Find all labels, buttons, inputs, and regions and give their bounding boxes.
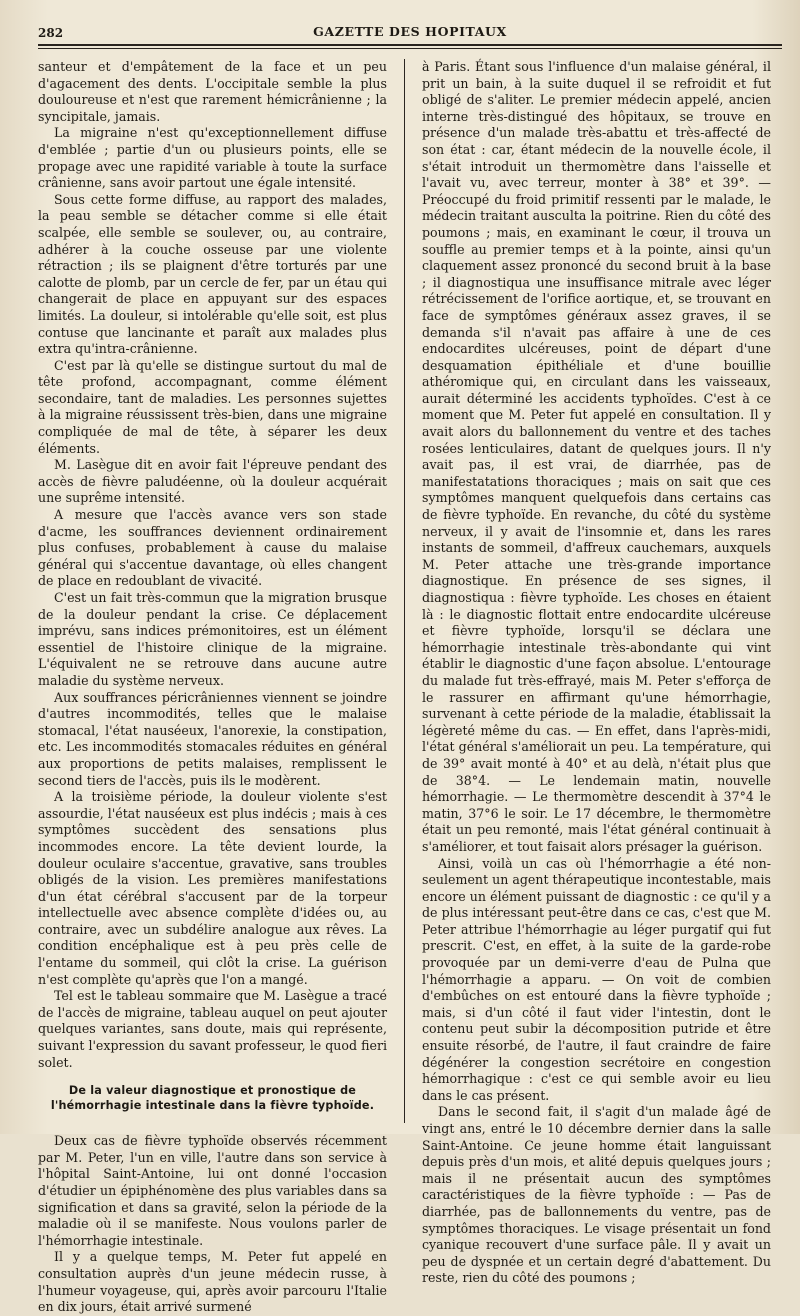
paragraph: Dans le second fait, il s'agit d'un malade âgé de vingt ans, entré le 10 décembre dernier dans la salle Saint-Antoine. Ce jeune homme était languissant depuis près d'un mois, et alité depuis quelques jours ; mais il ne présentait aucun des symptômes caractéristiques de la fièvre typhoïde : — Pas de diarrhée, pas de ballonnements du ventre, pas de symptômes thoraciques. Le visage présentait un fond cyanique recouvert d'une surface pâle. Il y avait un peu de dyspnée et un certain degré d'abattement. Du reste, rien du côté des poumons ; <box>422 1104 771 1286</box>
running-head: GAZETTE DES HOPITAUX <box>313 24 507 39</box>
paragraph: Deux cas de fièvre typhoïde observés récemment par M. Peter, l'un en ville, l'autre dans son service à l'hôpital Saint-Antoine, lui ont donné l'occasion d'étudier un épiphénomène des plus variables dans sa signification et dans sa gravité, selon la période de la maladie où il se manifeste. Nous voulons parler de l'hémorrhagie intestinale. <box>38 1133 387 1248</box>
paragraph: Sous cette forme diffuse, au rapport des malades, la peau semble se détacher comme si elle était scalpée, elle semble se soulever, ou, au contraire, adhérer à la couche osseuse par une violente rétraction ; ils se plaignent d'être torturés par une calotte de plomb, par un cercle de fer, par un étau qui changerait de place en appuyant sur des espaces limités. La douleur, si intolérable qu'elle soit, est plus contuse que lancinante et paraît aux malades plus extra qu'intra-crânienne. <box>38 191 387 357</box>
header-rule <box>38 44 782 46</box>
column-divider <box>404 59 405 1123</box>
paragraph: A la troisième période, la douleur violente s'est assourdie, l'état nauséeux est plus indécis ; mais à ces symptômes succèdent des sensations plus incommodes encore. La tête devient lourde, la douleur oculaire s'accentue, gravative, sans troubles obligés de la vision. Les premières manifestations d'un état cérébral s'accusent par de la torpeur intellectuelle avec absence complète d'idées ou, au contraire, avec un subdélire analogue aux rêves. La condition encéphalique est à peu près celle de l'entame du sommeil, qui clôt la crise. La guérison n'est complète qu'après que l'on a mangé. <box>38 789 387 987</box>
header-rule-thin <box>38 48 782 49</box>
left-column <box>38 59 396 1315</box>
paragraph: M. Lasègue dit en avoir fait l'épreuve pendant des accès de fièvre paludéenne, où la douleur acquérait une suprême intensité. <box>38 457 387 506</box>
paragraph: C'est par là qu'elle se distingue surtout du mal de tête profond, accompagnant, comme élément secondaire, tant de maladies. Les personnes sujettes à la migraine réussissent très-bien, dans une migraine compliquée de mal de tête, à séparer les deux éléments. <box>38 357 387 456</box>
page-header <box>38 18 782 40</box>
text-columns <box>38 59 782 1315</box>
paragraph: santeur et d'empâtement de la face et un peu d'agacement des dents. L'occipitale semble la plus douloureuse et n'est que rarement hémicrânienne ; la syncipitale, jamais. <box>38 59 387 124</box>
paragraph: La migraine n'est qu'exceptionnellement diffuse d'emblée ; partie d'un ou plusieurs points, elle se propage avec une rapidité variable à toute la surface crânienne, sans avoir partout une égale intensité. <box>38 125 387 191</box>
paragraph: C'est un fait très-commun que la migration brusque de la douleur pendant la crise. Ce déplacement imprévu, sans indices prémonitoires, est un élément essentiel de l'histoire clinique de la migraine. L'équivalent ne se retrouve dans aucune autre maladie du système nerveux. <box>38 590 387 688</box>
paragraph: Tel est le tableau sommaire que M. Lasègue a tracé de l'accès de migraine, tableau auquel on peut ajouter quelques variantes, sans doute, mais qui représente, suivant l'expression du savant professeur, le quod fieri solet. <box>38 988 387 1070</box>
page-number: 282 <box>38 26 64 40</box>
section-title: De la valeur diagnostique et pronostique de l'hémorrhagie intestinale dans la fièvre typhoïde. <box>50 1084 375 1113</box>
paragraph: Il y a quelque temps, M. Peter fut appelé en consultation auprès d'un jeune médecin russe, à l'humeur voyageuse, qui, après avoir parcouru l'Italie en dix jours, était arrivé surmené <box>38 1249 387 1315</box>
paragraph: A mesure que l'accès avance vers son stade d'acme, les souffrances deviennent ordinairement plus confuses, probablement à cause du malaise général qui s'accentue davantage, où elles changent de place en redoublant de vivacité. <box>38 507 387 589</box>
paragraph: Ainsi, voilà un cas où l'hémorrhagie a été non-seulement un agent thérapeutique incontestable, mais encore un élément puissant de diagnostic : ce qu'il y a de plus intéressant peut-être dans ce cas, c'est que M. Peter attribue l'hémorrhagie au léger purgatif qui fut prescrit. C'est, en effet, à la suite de la garde-robe provoquée par un demi-verre d'eau de Pulna que l'hémorrhagie a apparu. — On voit de combien d'embûches on est entouré dans la fièvre typhoïde ; mais, si d'un côté il faut vider l'intestin, dont le contenu peut subir la décomposition putride et être ensuite résorbé, de l'autre, il faut craindre de faire dégénérer la congestion secrétoire en congestion hémorrhagique : c'est ce qui semble avoir eu lieu dans le cas présent. <box>422 855 771 1103</box>
paragraph: à Paris. Étant sous l'influence d'un malaise général, il prit un bain, à la suite duquel il se refroidit et fut obligé de s'aliter. Le premier médecin appelé, ancien interne très-distingué des hôpitaux, se trouve en présence d'un malade très-abattu et très-affecté de son état : car, étant médecin de la nouvelle école, il s'était introduit un thermomètre dans l'aisselle et l'avait vu, avec terreur, monter à 38° et 39°. — Préoccupé du froid primitif ressenti par le malade, le médecin traitant ausculta la poitrine. Rien du côté des poumons ; mais, en examinant le cœur, il trouva un souffle au premier temps et à la pointe, ainsi qu'un claquement assez prononcé du second bruit à la base ; il diagnostiqua une insuffisance mitrale avec léger rétrécissement de l'orifice aortique, et, se trouvant en face de symptômes généraux assez graves, il se demanda s'il n'avait pas affaire à une de ces endocardites ulcéreuses, point de départ d'une desquamation épithéliale et d'une bouillie athéromique qui, en circulant dans les vaisseaux, aurait déterminé les accidents typhoïdes. C'est à ce moment que M. Peter fut appelé en consultation. Il y avait alors du ballonnement du ventre et des taches rosées lenticulaires, datant de quelques jours. Il n'y avait pas, il est vrai, de diarrhée, pas de manifestatations thoraciques ; mais on sait que ces symptômes manquent quelquefois dans certains cas de fièvre typhoïde. En revanche, du côté du système nerveux, il y avait de l'insomnie et, dans les rares instants de sommeil, d'affreux cauchemars, auxquels M. Peter attache une très-grande importance diagnostique. En présence de ses signes, il diagnostiqua : fièvre typhoïde. Les choses en étaient là : le diagnostic flottait entre endocardite ulcéreuse et fièvre typhoïde, lorsqu'il se déclara une hémorrhagie intestinale très-abondante qui vint établir le diagnostic d'une façon absolue. L'entourage du malade fut très-effrayé, mais M. Peter s'efforça de le rassurer en affirmant qu'une hémorrhagie, survenant à cette période de la maladie, établissait la légèreté même du cas. — En effet, dans l'après-midi, l'état général s'améliorait un peu. La température, qui de 39° avait monté à 40° et au delà, n'était plus que de 38°4. — Le lendemain matin, nouvelle hémorrhagie. — Le thermomètre descendit à 37°4 le matin, 37°6 le soir. Le 17 décembre, le thermomètre était un peu remonté, mais l'état général continuait à s'améliorer, et tout faisait alors présager la guérison. <box>422 59 771 854</box>
paragraph: Aux souffrances péricrâniennes viennent se joindre d'autres incommodités, telles que le malaise stomacal, l'état nauséeux, l'anorexie, la constipation, etc. Les incommodités stomacales réduites en général aux proportions de petits malaises, remplissent le second tiers de l'accès, puis ils le modèrent. <box>38 689 387 788</box>
right-column <box>413 59 771 1286</box>
